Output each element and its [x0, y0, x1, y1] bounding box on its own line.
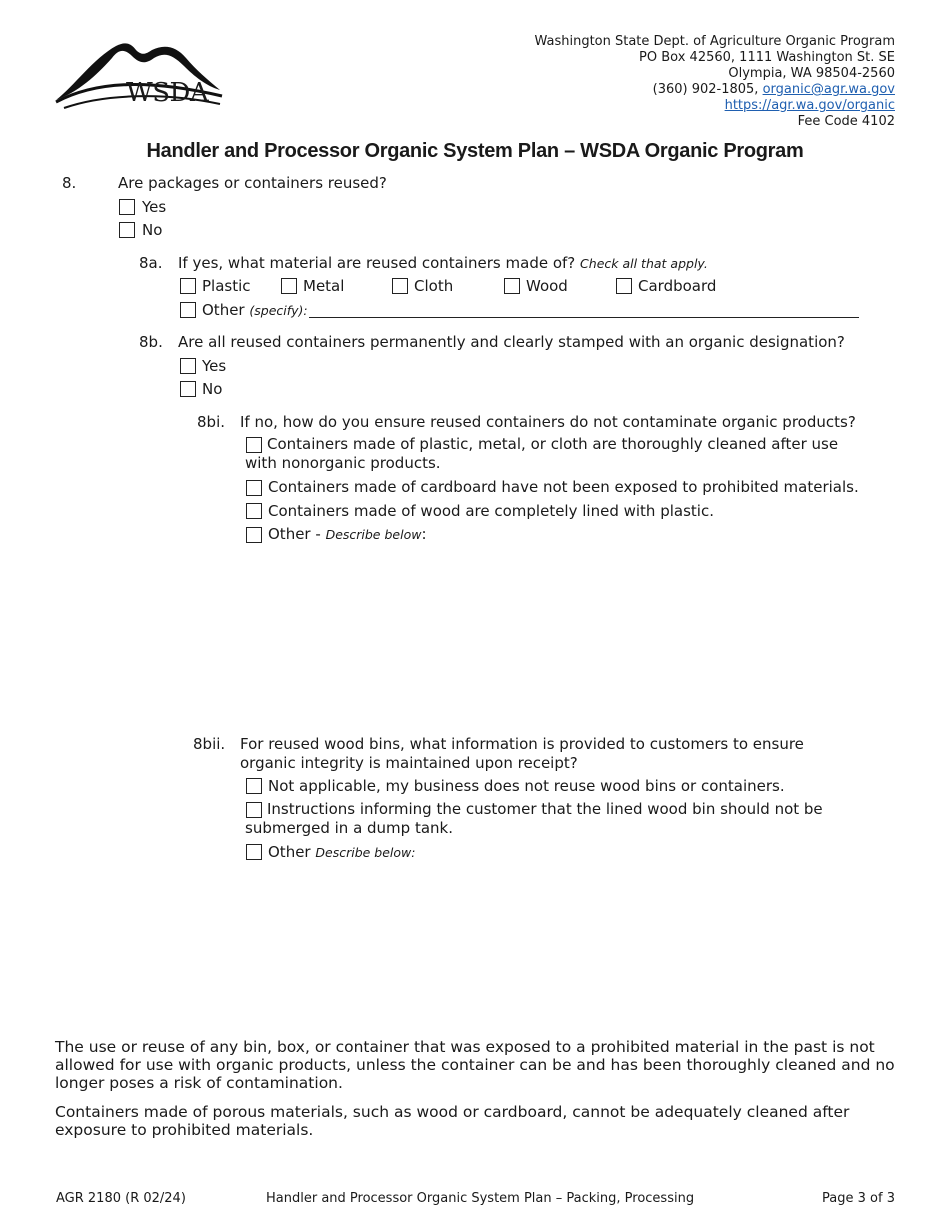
q8bi-other-label: Other -: [268, 525, 321, 543]
q8bi-number: 8bi.: [197, 413, 226, 431]
q8a-wood-label: Wood: [526, 277, 568, 295]
q8a-wood-checkbox[interactable]: [504, 278, 520, 294]
q8a-plastic-label: Plastic: [202, 277, 251, 295]
wsda-logo: [54, 38, 224, 110]
footer-form-title: Handler and Processor Organic System Plan – Packing, Processing: [266, 1191, 695, 1206]
q8bi-option1-label: Containers made of plastic, metal, or cloth are thoroughly cleaned after use with nonorganic products.: [245, 435, 839, 472]
q8-yes-label: Yes: [142, 198, 167, 216]
q8bi-other-textarea[interactable]: [245, 548, 885, 718]
q8bi-option2-checkbox[interactable]: [246, 480, 262, 496]
footer-page-number: Page 3 of 3: [822, 1191, 895, 1206]
q8a-cardboard-checkbox[interactable]: [616, 278, 632, 294]
q8a-metal-label: Metal: [303, 277, 345, 295]
q8bi-option3-checkbox[interactable]: [246, 503, 262, 519]
q8a-cardboard-label: Cardboard: [638, 277, 717, 295]
footer-form-id: AGR 2180 (R 02/24): [56, 1191, 186, 1206]
note-prohibited-material: The use or reuse of any bin, box, or container that was exposed to a prohibited material in the past is not allowed for use with organic products, unless the container can be and has been thoroughly cleaned and no longer poses a risk of contamination.: [55, 1038, 895, 1092]
q8b-no-label: No: [202, 380, 223, 398]
q8-number: 8.: [62, 174, 77, 192]
q8bii-other-checkbox[interactable]: [246, 844, 262, 860]
logo-text: WSDA: [126, 78, 209, 108]
q8bii-other-hint: Describe below:: [315, 845, 416, 860]
q8a-question-line: [178, 254, 708, 273]
q8bii-other-label: Other: [268, 843, 311, 861]
q8-no-label: No: [142, 221, 163, 239]
website-line: [725, 98, 895, 114]
q8b-yes-label: Yes: [202, 357, 227, 375]
q8a-other-input[interactable]: [309, 316, 859, 318]
q8bii-question: For reused wood bins, what information is provided to customers to ensure organic integrity is maintained upon receipt?: [240, 735, 804, 772]
q8bi-option2-label: Containers made of cardboard have not been exposed to prohibited materials.: [268, 478, 859, 496]
q8bii-number: 8bii.: [193, 735, 226, 753]
org-name: Washington State Dept. of Agriculture Organic Program: [534, 34, 895, 49]
website-link[interactable]: https://agr.wa.gov/organic: [724, 98, 895, 113]
q8a-number: 8a.: [139, 254, 163, 272]
address-line-1: PO Box 42560, 1111 Washington St. SE: [639, 50, 895, 65]
q8bii-option1-checkbox[interactable]: [246, 778, 262, 794]
q8a-other-label-group: [202, 301, 308, 320]
q8bii-option1-label: Not applicable, my business does not reuse wood bins or containers.: [268, 777, 785, 795]
q8a-metal-checkbox[interactable]: [281, 278, 297, 294]
q8a-question: If yes, what material are reused containers made of?: [178, 254, 576, 272]
q8bi-other-colon: :: [421, 525, 427, 543]
q8a-other-hint: (specify):: [249, 303, 308, 318]
note-porous-materials: Containers made of porous materials, such as wood or cardboard, cannot be adequately cleaned after exposure to prohibited materials.: [55, 1103, 850, 1139]
q8b-no-checkbox[interactable]: [180, 381, 196, 397]
q8bi-other-checkbox[interactable]: [246, 527, 262, 543]
address-line-2: Olympia, WA 98504-2560: [728, 66, 895, 81]
fee-code: Fee Code 4102: [797, 114, 895, 129]
q8bii-other-textarea[interactable]: [245, 866, 885, 1026]
q8bi-question: If no, how do you ensure reused containers do not contaminate organic products?: [240, 413, 856, 431]
q8bi-other-hint: Describe below: [325, 527, 422, 542]
q8a-other-checkbox[interactable]: [180, 302, 196, 318]
q8bi-other-label-group: [268, 525, 427, 544]
q8a-hint: Check all that apply.: [580, 256, 708, 271]
q8a-cloth-label: Cloth: [414, 277, 454, 295]
q8bii-other-label-group: [268, 843, 415, 862]
q8a-other-label: Other: [202, 301, 245, 319]
q8b-question: Are all reused containers permanently and clearly stamped with an organic designation?: [178, 333, 845, 351]
contact-line: [653, 82, 895, 98]
q8bii-option2-label: Instructions informing the customer that the lined wood bin should not be submerged in a dump tank.: [245, 800, 823, 837]
q8bi-option3-label: Containers made of wood are completely lined with plastic.: [268, 502, 714, 520]
phone-number: (360) 902-1805,: [652, 82, 759, 97]
q8a-plastic-checkbox[interactable]: [180, 278, 196, 294]
email-link[interactable]: organic@agr.wa.gov: [762, 82, 895, 97]
q8b-yes-checkbox[interactable]: [180, 358, 196, 374]
q8-question: Are packages or containers reused?: [118, 174, 387, 192]
q8-no-checkbox[interactable]: [119, 222, 135, 238]
q8-yes-checkbox[interactable]: [119, 199, 135, 215]
page-title: Handler and Processor Organic System Plan – WSDA Organic Program: [146, 140, 804, 162]
q8b-number: 8b.: [139, 333, 163, 351]
q8a-cloth-checkbox[interactable]: [392, 278, 408, 294]
